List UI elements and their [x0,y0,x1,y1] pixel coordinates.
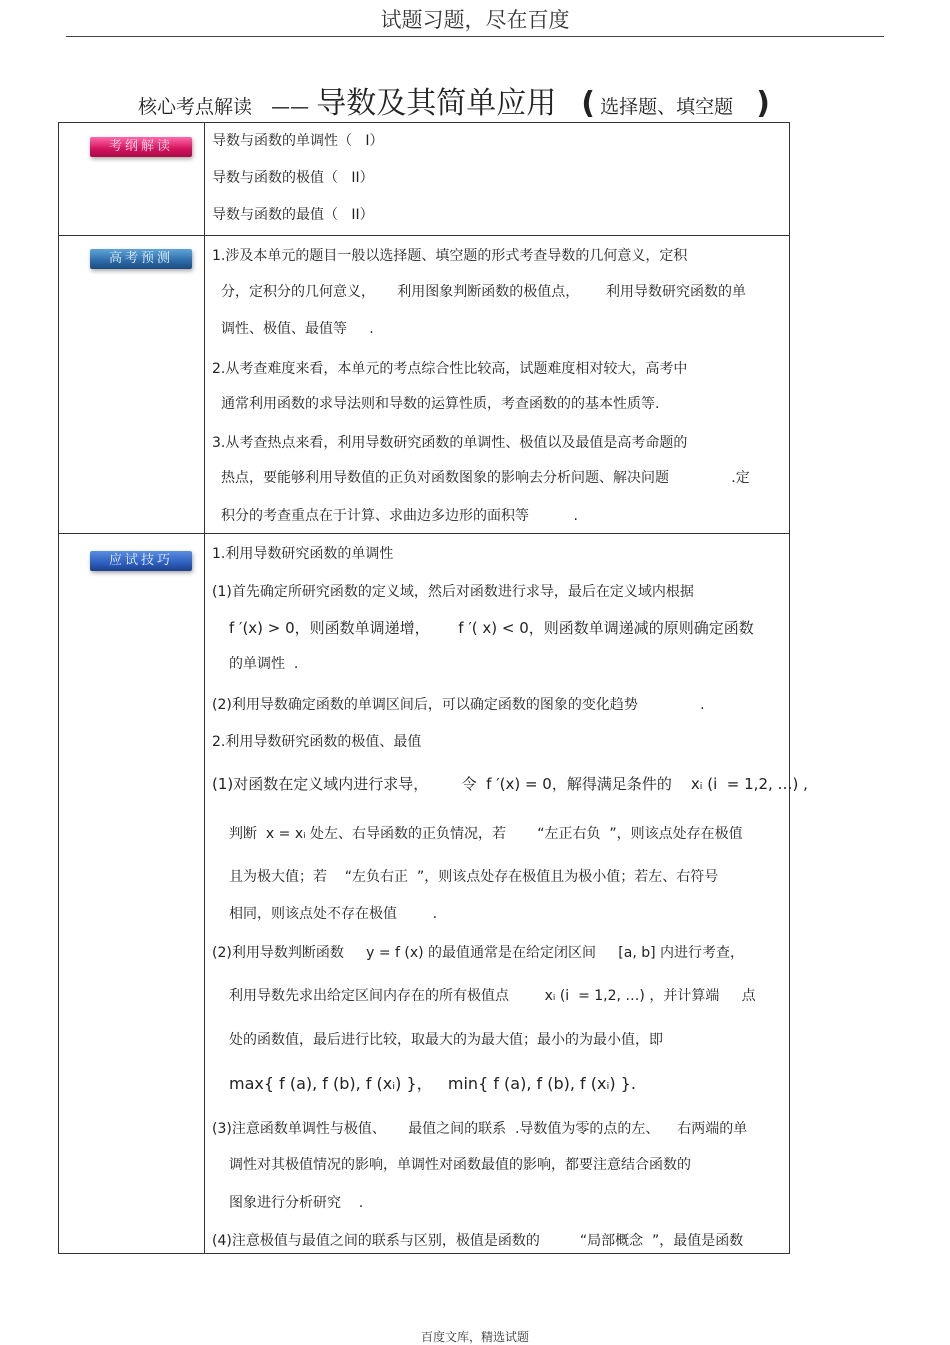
forecast-line: 2.从考查难度来看，本单元的考点综合性比较高，试题难度相对较大，高考中 [212,361,688,377]
tips-line: 利用导数先求出给定区间内存在的所有极值点 xᵢ (i = 1,2, …) ，并计算端 点 [229,988,756,1004]
title-main: 导数及其简单应用 [316,86,557,121]
tips-line: 的单调性 . [229,656,299,672]
tips-line: 1.利用导数研究函数的单调性 [212,546,394,562]
tips-line: 处的函数值，最后进行比较，取最大的为最大值；最小的为最小值，即 [229,1032,663,1048]
header-divider [66,36,884,37]
badge-outline: 考纲解读 [90,137,192,157]
outline-line: 导数与函数的最值（ II） [212,207,374,223]
title-paren-open: ( [581,86,596,121]
tips-line: 且为极大值；若 “左负右正 ”，则该点处存在极值且为极小值；若左、右符号 [229,869,719,885]
tips-line: (1)对函数在定义域内进行求导， 令 f ′(x) = 0，解得满足条件的 xᵢ (i = 1,2, …) , [212,775,808,793]
tips-line: 相同，则该点处不存在极值 . [229,906,438,922]
badge-tips: 应试技巧 [90,551,192,571]
tips-line: 2.利用导数研究函数的极值、最值 [212,734,422,750]
forecast-line: 分，定积分的几何意义， 利用图象判断函数的极值点， 利用导数研究函数的单 [221,284,746,300]
tips-line: 判断 x = xᵢ 处左、右导函数的正负情况，若 “左正右负 ”，则该点处存在极值 [229,826,743,842]
content-table [58,122,808,1254]
tips-line: 调性对其极值情况的影响，单调性对函数最值的影响，都要注意结合函数的 [229,1157,691,1173]
outline-line: 导数与函数的单调性（ I） [212,133,384,149]
section-tips [59,533,808,1253]
title-lead: 核心考点解读 [138,96,253,118]
forecast-line: 积分的考查重点在于计算、求曲边多边形的面积等 . [221,508,578,524]
tips-line: 图象进行分析研究 . [229,1195,364,1211]
tips-line: (3)注意函数单调性与极值、 最值之间的联系 .导数值为零的点的左、 右两端的单 [212,1121,748,1137]
forecast-line: 1.涉及本单元的题目一般以选择题、填空题的形式考查导数的几何意义，定积 [212,248,688,264]
forecast-line: 通常利用函数的求导法则和导数的运算性质，考查函数的的基本性质等. [221,396,660,412]
tips-line: (2)利用导数判断函数 y = f (x) 的最值通常是在给定闭区间 [a, b] 内进行考查， [212,945,745,961]
page-footer: 百度文库，精选试题 [420,1330,529,1344]
tips-line: (1)首先确定所研究函数的定义域，然后对函数进行求导，最后在定义域内根据 [212,584,694,600]
section-outline [59,123,789,236]
title-dash: —— [271,96,310,118]
forecast-line: 调性、极值、最值等 . [221,321,374,337]
tips-line: (4)注意极值与最值之间的联系与区别，极值是函数的 “局部概念 ”，最值是函数 [212,1233,744,1249]
forecast-line: 3.从考查热点来看，利用导数研究函数的单调性、极值以及最值是高考命题的 [212,435,688,451]
tips-line: max{ f (a), f (b), f (xᵢ) }， min{ f (a), f (b), f (xᵢ) }. [229,1074,636,1093]
outline-line: 导数与函数的极值（ II） [212,170,374,186]
tips-line: f ′(x) > 0，则函数单调递增， f ′( x) < 0，则函数单调递减的原则确定函数 [229,619,754,637]
document-title [138,78,838,121]
title-subtitle: 选择题、填空题 [600,96,734,118]
title-paren-close: ) [756,86,770,121]
page-header-title: 试题习题，尽在百度 [380,8,570,32]
tips-line: (2)利用导数确定函数的单调区间后，可以确定函数的图象的变化趋势 . [212,697,705,713]
forecast-line: 热点，要能够利用导数值的正负对函数图象的影响去分析问题、解决问题 .定 [221,470,750,486]
section-forecast [59,235,789,534]
badge-forecast: 高考预测 [90,249,192,269]
